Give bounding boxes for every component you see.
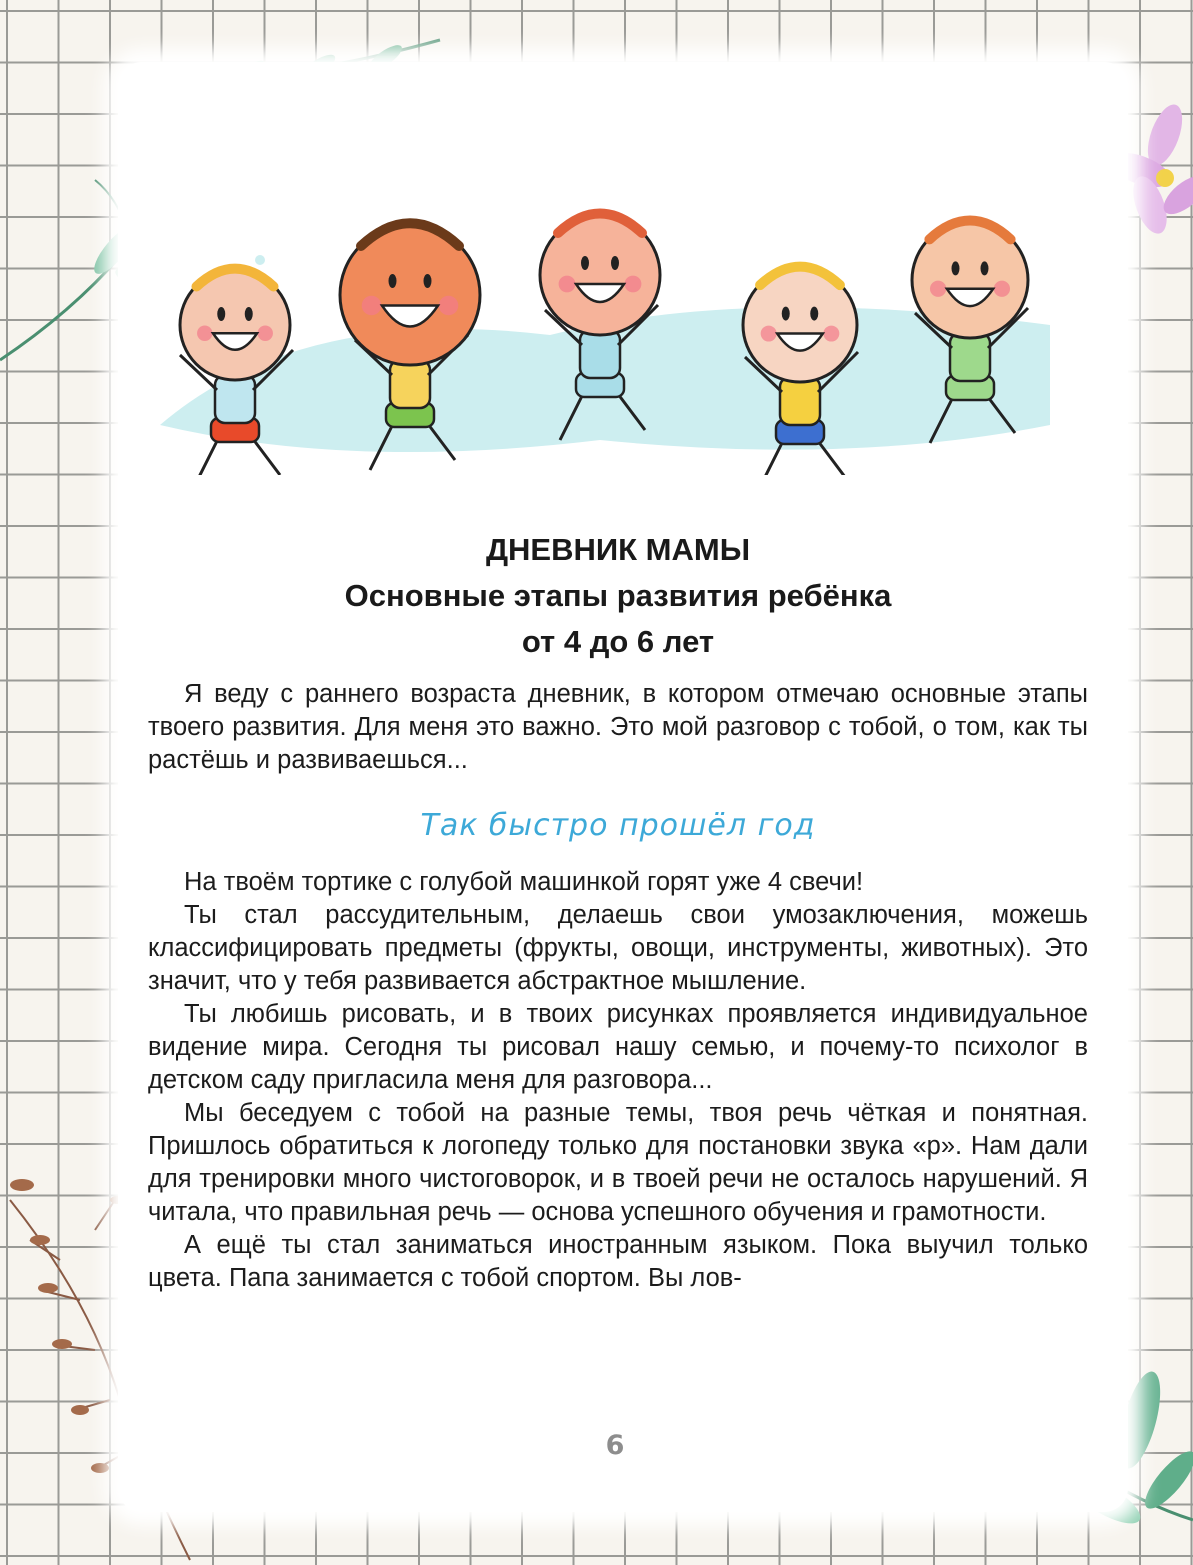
paragraph-5: А ещё ты стал заниматься иностранным языком. Пока выучил только цвета. Папа занимается с тобой спортом. Вы лов- [148, 1231, 1088, 1292]
intro-paragraph: Я веду с раннего возраста дневник, в котором отмечаю основные этапы твоего развития. Для меня это важно. Это мой разговор с тобой, о том, как ты растёшь и развиваешься... [148, 680, 1088, 774]
page-number: 6 [605, 1430, 625, 1461]
title-line-2: Основные этапы развития ребёнка [344, 578, 892, 613]
paragraph-4: Мы беседуем с тобой на разные темы, твоя речь чёткая и понятная. Пришлось обратиться к логопеду только для постановки звука «р». Нам дали для тренировки много чистоговорок, и в твоей речи не осталось нарушений. Я читала, что правильная речь — основа успешного обучения и грамотности. [148, 1099, 1088, 1226]
title-line-1: ДНЕВНИК МАМЫ [485, 532, 751, 567]
section-subheading: Так быстро прошёл год [420, 808, 816, 843]
title-block [148, 527, 1088, 665]
intro-text [148, 678, 1088, 777]
main-text [148, 866, 1088, 1295]
title-line-3: от 4 до 6 лет [521, 624, 715, 659]
paragraph-2: Ты стал рассудительным, делаешь свои умозаключения, можешь классифицировать предметы (фрукты, овощи, инструменты, животных). Это значит, что у тебя развивается абстрактное мышление. [148, 901, 1088, 995]
children-illustration [150, 175, 1070, 475]
paragraph-3: Ты любишь рисовать, и в твоих рисунках проявляется индивидуальное видение мира. Сегодня ты рисовал нашу семью, и почему-то психолог в детском саду пригласила меня для разговора... [148, 1000, 1088, 1094]
paragraph-1: На твоём тортике с голубой машинкой горят уже 4 свечи! [184, 868, 864, 896]
